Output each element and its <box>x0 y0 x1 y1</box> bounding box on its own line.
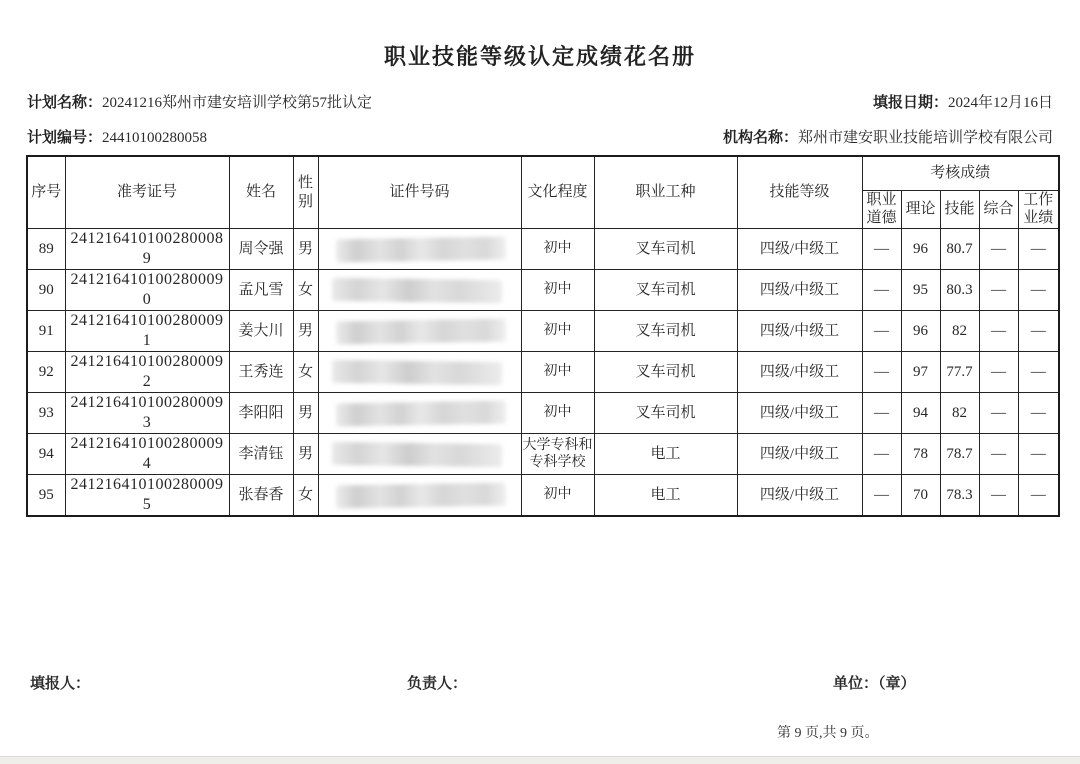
page-number: 第 9 页,共 9 页。 <box>777 726 879 741</box>
cell-ethics: — <box>862 475 901 517</box>
redacted-id-block <box>335 318 505 344</box>
cell-edu: 大学专科和专科学校 <box>521 434 594 475</box>
filler-label: 填报人： <box>30 675 91 692</box>
header-comp: 综合 <box>979 190 1018 229</box>
cell-job: 叉车司机 <box>594 352 737 393</box>
table-row <box>27 393 1059 434</box>
cell-edu: 初中 <box>521 311 594 352</box>
cell-job: 叉车司机 <box>594 270 737 311</box>
cell-seq: 92 <box>27 352 65 393</box>
cell-seq: 93 <box>27 393 65 434</box>
table-row <box>27 352 1059 393</box>
cell-seq: 94 <box>27 434 65 475</box>
cell-edu: 初中 <box>521 270 594 311</box>
cell-ethics: — <box>862 229 901 270</box>
meta-row-1 <box>27 91 1053 112</box>
header-id-no: 证件号码 <box>318 156 521 229</box>
redacted-id-block <box>335 236 505 262</box>
cell-id-no <box>318 270 521 311</box>
report-date-label: 填报日期： <box>872 94 948 111</box>
cell-skill: 78.3 <box>940 475 979 517</box>
cell-job: 电工 <box>594 475 737 517</box>
cell-name: 姜大川 <box>229 311 293 352</box>
header-scores-group: 考核成绩 <box>862 156 1059 190</box>
cell-gender: 女 <box>293 475 318 517</box>
cell-gender: 女 <box>293 352 318 393</box>
cell-work: — <box>1018 311 1059 352</box>
header-level: 技能等级 <box>737 156 862 229</box>
header-exam-no: 准考证号 <box>65 156 229 229</box>
cell-level: 四级/中级工 <box>737 352 862 393</box>
cell-exam-no: 2412164101002800091 <box>65 311 229 352</box>
cell-job: 电工 <box>594 434 737 475</box>
cell-theory: 95 <box>901 270 940 311</box>
report-date-value: 2024年12月16日 <box>947 95 1053 111</box>
cell-work: — <box>1018 393 1059 434</box>
cell-comp: — <box>979 434 1018 475</box>
cell-comp: — <box>979 270 1018 311</box>
plan-number-value: 24410100280058 <box>102 130 208 146</box>
cell-gender: 男 <box>293 311 318 352</box>
redacted-id-block <box>331 277 501 302</box>
table-header-row-1 <box>27 156 1059 190</box>
cell-job: 叉车司机 <box>594 311 737 352</box>
cell-level: 四级/中级工 <box>737 311 862 352</box>
cell-edu: 初中 <box>521 229 594 270</box>
cell-gender: 男 <box>293 229 318 270</box>
cell-work: — <box>1018 270 1059 311</box>
header-seq: 序号 <box>27 156 65 229</box>
cell-skill: 82 <box>940 311 979 352</box>
cell-edu: 初中 <box>521 352 594 393</box>
cell-skill: 82 <box>940 393 979 434</box>
cell-name: 李清钰 <box>229 434 293 475</box>
cell-exam-no: 2412164101002800089 <box>65 229 229 270</box>
header-job: 职业工种 <box>594 156 737 229</box>
cell-level: 四级/中级工 <box>737 434 862 475</box>
cell-exam-no: 2412164101002800090 <box>65 270 229 311</box>
plan-name <box>27 91 372 112</box>
cell-id-no <box>318 229 521 270</box>
cell-theory: 94 <box>901 393 940 434</box>
cell-gender: 男 <box>293 393 318 434</box>
header-ethics: 职业道德 <box>862 190 901 229</box>
cell-id-no <box>318 352 521 393</box>
cell-exam-no: 2412164101002800092 <box>65 352 229 393</box>
table-row <box>27 475 1059 517</box>
cell-gender: 女 <box>293 270 318 311</box>
cell-theory: 78 <box>901 434 940 475</box>
cell-exam-no: 2412164101002800094 <box>65 434 229 475</box>
cell-name: 孟凡雪 <box>229 270 293 311</box>
cell-work: — <box>1018 434 1059 475</box>
cell-id-no <box>318 475 521 517</box>
table-row <box>27 311 1059 352</box>
cell-ethics: — <box>862 352 901 393</box>
header-skill: 技能 <box>940 190 979 229</box>
cell-comp: — <box>979 311 1018 352</box>
unit-seal-label: 单位：（章） <box>833 675 916 692</box>
header-name: 姓名 <box>229 156 293 229</box>
table-row <box>27 229 1059 270</box>
plan-name-value: 20241216郑州市建安培训学校第57批认定 <box>102 95 373 111</box>
redacted-id-block <box>331 359 501 384</box>
cell-seq: 91 <box>27 311 65 352</box>
cell-exam-no: 2412164101002800093 <box>65 393 229 434</box>
cell-ethics: — <box>862 393 901 434</box>
cell-ethics: — <box>862 311 901 352</box>
cell-job: 叉车司机 <box>594 393 737 434</box>
redacted-id-block <box>335 400 505 426</box>
score-roster-table <box>26 155 1060 517</box>
cell-level: 四级/中级工 <box>737 393 862 434</box>
cell-skill: 78.7 <box>940 434 979 475</box>
org-name <box>723 126 1053 147</box>
cell-id-no <box>318 393 521 434</box>
cell-seq: 90 <box>27 270 65 311</box>
page-title: 职业技能等级认定成绩花名册 <box>383 44 696 69</box>
cell-name: 张春香 <box>229 475 293 517</box>
report-date <box>873 91 1053 112</box>
cell-ethics: — <box>862 270 901 311</box>
cell-work: — <box>1018 475 1059 517</box>
cell-work: — <box>1018 352 1059 393</box>
header-edu: 文化程度 <box>521 156 594 229</box>
cell-theory: 70 <box>901 475 940 517</box>
header-work: 工作业绩 <box>1018 190 1059 229</box>
cell-job: 叉车司机 <box>594 229 737 270</box>
cell-edu: 初中 <box>521 393 594 434</box>
plan-number <box>27 126 207 147</box>
org-name-value: 郑州市建安职业技能培训学校有限公司 <box>797 130 1053 146</box>
cell-comp: — <box>979 352 1018 393</box>
cell-seq: 95 <box>27 475 65 517</box>
table-row <box>27 434 1059 475</box>
cell-theory: 96 <box>901 311 940 352</box>
cell-id-no <box>318 434 521 475</box>
cell-name: 李阳阳 <box>229 393 293 434</box>
table-row <box>27 270 1059 311</box>
cell-comp: — <box>979 475 1018 517</box>
cell-skill: 80.3 <box>940 270 979 311</box>
cell-ethics: — <box>862 434 901 475</box>
manager-label: 负责人： <box>407 675 468 692</box>
cell-edu: 初中 <box>521 475 594 517</box>
cell-skill: 77.7 <box>940 352 979 393</box>
cell-name: 王秀连 <box>229 352 293 393</box>
cell-gender: 男 <box>293 434 318 475</box>
cell-level: 四级/中级工 <box>737 229 862 270</box>
plan-number-label: 计划编号： <box>27 129 103 146</box>
cell-work: — <box>1018 229 1059 270</box>
cell-skill: 80.7 <box>940 229 979 270</box>
cell-comp: — <box>979 229 1018 270</box>
header-gender: 性别 <box>293 156 318 229</box>
cell-name: 周令强 <box>229 229 293 270</box>
cell-theory: 96 <box>901 229 940 270</box>
cell-exam-no: 2412164101002800095 <box>65 475 229 517</box>
cell-seq: 89 <box>27 229 65 270</box>
bottom-edge-strip <box>0 756 1080 764</box>
cell-level: 四级/中级工 <box>737 475 862 517</box>
redacted-id-block <box>331 441 501 466</box>
cell-level: 四级/中级工 <box>737 270 862 311</box>
plan-name-label: 计划名称： <box>27 94 103 111</box>
cell-comp: — <box>979 393 1018 434</box>
cell-theory: 97 <box>901 352 940 393</box>
org-name-label: 机构名称： <box>722 129 798 146</box>
redacted-id-block <box>335 482 505 508</box>
cell-id-no <box>318 311 521 352</box>
meta-row-2 <box>27 126 1053 147</box>
header-theory: 理论 <box>901 190 940 229</box>
